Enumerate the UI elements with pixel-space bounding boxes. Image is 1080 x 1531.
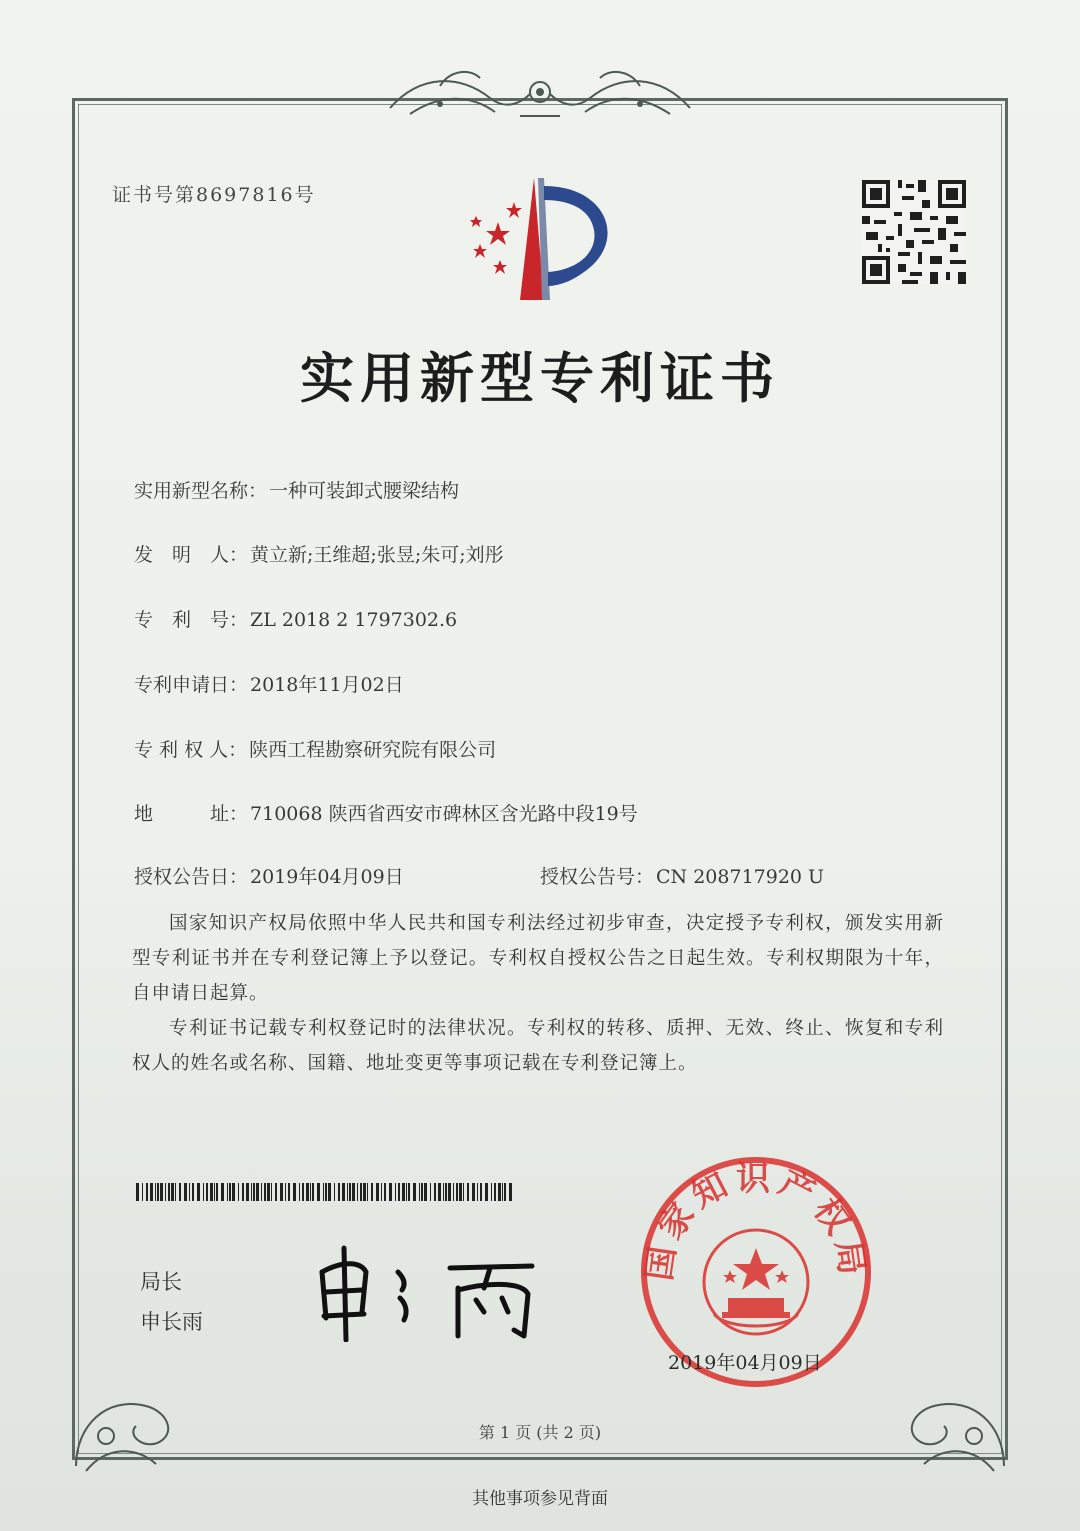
barcode-icon	[136, 1183, 516, 1201]
application-date-row	[134, 670, 404, 697]
inventor-names: 黄立新;王维超;张昱;朱可;刘彤	[250, 544, 504, 566]
field-label: 授权公告日：	[134, 866, 249, 888]
page-number: 第 1 页 (共 2 页)	[478, 1423, 602, 1442]
field-label: 专利申请日：	[134, 674, 249, 696]
director-name: 申长雨	[140, 1310, 203, 1334]
field-label: 地 址：	[134, 803, 249, 825]
seal-date: 2019年04月09日	[668, 1352, 822, 1374]
utility-model-name-row	[134, 476, 459, 503]
seal-text: 国家知识产权局	[639, 1158, 873, 1284]
field-label: 实用新型名称：	[134, 480, 268, 502]
patentee-name: 陕西工程勘察研究院有限公司	[249, 739, 497, 761]
grant-number-row	[540, 862, 824, 889]
field-label: 授权公告号：	[540, 866, 655, 888]
utility-model-name: 一种可装卸式腰梁结构	[269, 480, 460, 502]
legal-status-paragraph: 专利证书记载专利权登记时的法律状况。专利权的转移、质押、无效、终止、恢复和专利权人的姓名或名称、国籍、地址变更等事项记载在专利登记簿上。	[132, 1018, 944, 1074]
certificate-title: 实用新型专利证书	[300, 346, 780, 410]
certificate-number: 证书号第8697816号	[112, 184, 316, 206]
inventor-row	[134, 540, 504, 567]
field-label: 发 明 人：	[134, 544, 249, 566]
grant-date-row	[134, 862, 404, 889]
director-title: 局长	[140, 1270, 182, 1294]
application-date: 2018年11月02日	[250, 674, 404, 696]
grant-announcement-date: 2019年04月09日	[250, 866, 404, 888]
field-label: 专 利 权 人：	[134, 739, 248, 761]
back-note: 其他事项参见背面	[472, 1489, 608, 1509]
address: 710068 陕西省西安市碑林区含光路中段19号	[250, 803, 638, 825]
top-ornament-icon	[380, 64, 700, 128]
grant-announcement-number: CN 208717920 U	[656, 866, 825, 888]
patent-office-logo-icon	[458, 172, 628, 302]
patent-number: ZL 2018 2 1797302.6	[250, 609, 458, 631]
patentee-row	[134, 735, 496, 762]
director-signature-icon	[300, 1232, 560, 1342]
address-row	[134, 799, 638, 826]
qr-code-icon	[862, 180, 966, 284]
field-label: 专 利 号：	[134, 609, 249, 631]
grant-statement-paragraph: 国家知识产权局依照中华人民共和国专利法经过初步审查，决定授予专利权，颁发实用新型专利证书并在专利登记簿上予以登记。专利权自授权公告之日起生效。专利权期限为十年，自申请日起算。	[132, 913, 944, 1004]
patent-number-row	[134, 605, 457, 632]
